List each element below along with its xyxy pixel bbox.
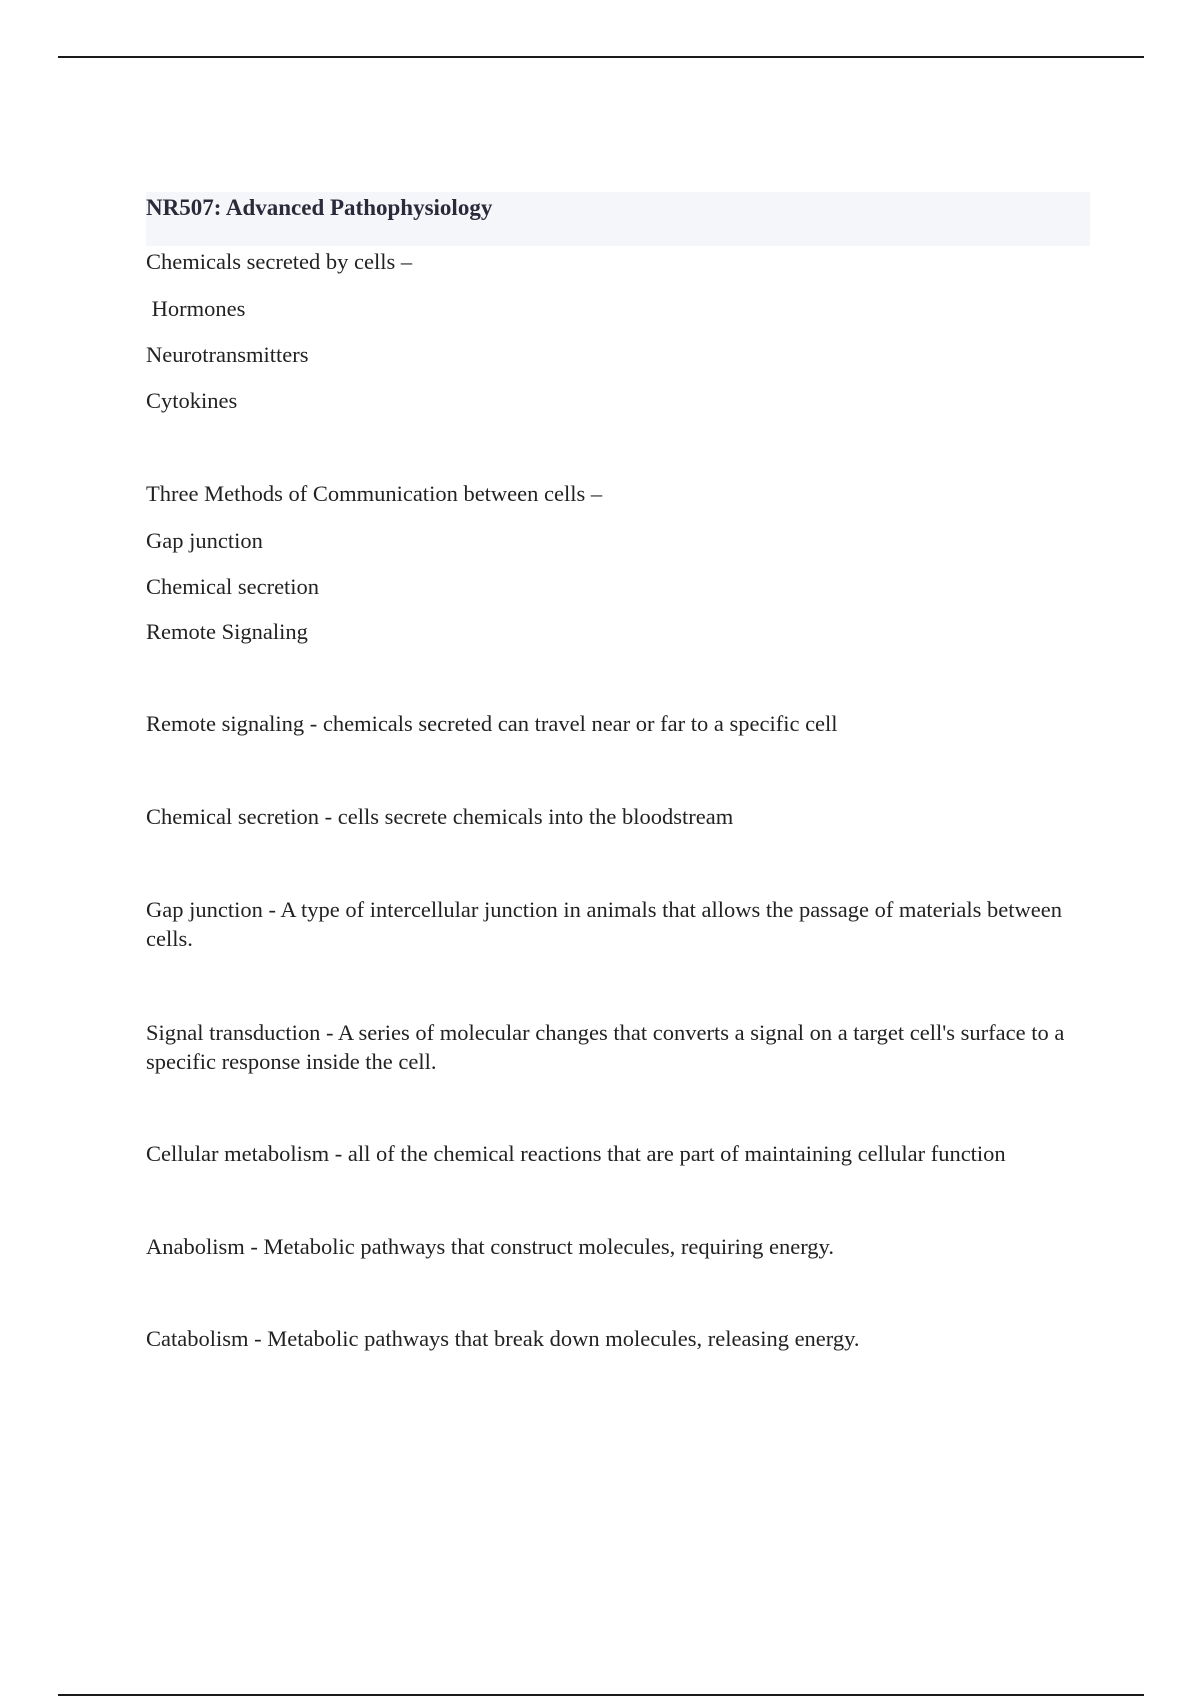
definition-anabolism: Anabolism - Metabolic pathways that construct molecules, requiring energy.	[146, 1234, 834, 1259]
top-rule	[58, 56, 1144, 58]
definition-signal-transduction: Signal transduction - A series of molecular changes that converts a signal on a target cell's surface to a specific response inside the cell.	[146, 1020, 1065, 1074]
method-item-gap-junction: Gap junction	[146, 528, 263, 553]
definition-remote-signaling: Remote signaling - chemicals secreted can travel near or far to a specific cell	[146, 711, 838, 736]
bottom-rule	[58, 1694, 1144, 1696]
definition-chemical-secretion: Chemical secretion - cells secrete chemicals into the bloodstream	[146, 804, 734, 829]
chemical-item-neurotransmitters: Neurotransmitters	[146, 342, 309, 367]
method-item-chemical-secretion: Chemical secretion	[146, 574, 320, 599]
definition-cellular-metabolism: Cellular metabolism - all of the chemical reactions that are part of maintaining cellular function	[146, 1141, 1006, 1166]
document-title: NR507: Advanced Pathophysiology	[146, 195, 493, 220]
method-item-remote-signaling: Remote Signaling	[146, 619, 308, 644]
methods-heading: Three Methods of Communication between cells –	[146, 481, 603, 506]
chemical-item-hormones: Hormones	[146, 296, 246, 321]
chemical-item-cytokines: Cytokines	[146, 388, 238, 413]
definition-gap-junction: Gap junction - A type of intercellular junction in animals that allows the passage of materials between cells.	[146, 897, 1062, 951]
definition-catabolism: Catabolism - Metabolic pathways that break down molecules, releasing energy.	[146, 1326, 860, 1351]
chemicals-heading: Chemicals secreted by cells –	[146, 249, 413, 274]
